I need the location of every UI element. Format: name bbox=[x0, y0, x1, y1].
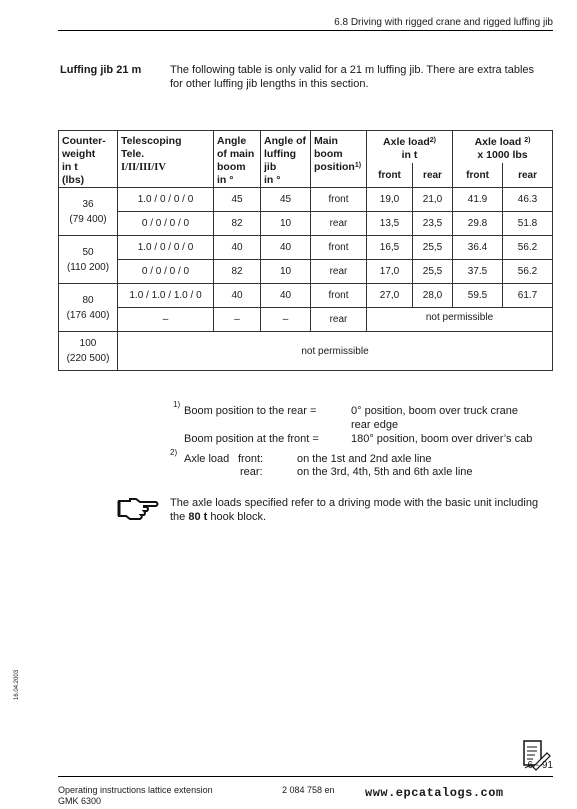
position-cell: rear bbox=[311, 260, 367, 284]
tele-cell: 1.0 / 0 / 0 / 0 bbox=[118, 188, 214, 212]
table-header-row bbox=[59, 131, 553, 164]
lbs-rear-cell: 61.7 bbox=[503, 284, 553, 308]
lbs-rear-cell: 56.2 bbox=[503, 236, 553, 260]
angle-jib-cell: – bbox=[261, 308, 311, 332]
t-rear-cell: 21,0 bbox=[413, 188, 453, 212]
t-rear-cell: 25,5 bbox=[413, 236, 453, 260]
footer-doc-info bbox=[58, 785, 213, 807]
footnote-1-rear-label: Boom position to the rear = bbox=[184, 405, 317, 417]
counterweight-cell: 80 (176 400) bbox=[59, 284, 118, 332]
position-cell: rear bbox=[311, 212, 367, 236]
position-cell: front bbox=[311, 188, 367, 212]
tele-cell: 0 / 0 / 0 / 0 bbox=[118, 212, 214, 236]
table-row bbox=[59, 212, 553, 236]
footnote-2-front-value: on the 1st and 2nd axle line bbox=[297, 453, 432, 465]
subheader-front-t: front bbox=[367, 163, 413, 188]
counterweight-cell: 100 (220 500) bbox=[59, 332, 118, 371]
footnote-2-front-key: front: bbox=[238, 453, 264, 465]
lbs-rear-cell: 51.8 bbox=[503, 212, 553, 236]
footer-doc-number: 2 084 758 en bbox=[282, 785, 335, 795]
lbs-front-cell: 29.8 bbox=[453, 212, 503, 236]
position-cell: rear bbox=[311, 308, 367, 332]
lbs-front-cell: 36.4 bbox=[453, 236, 503, 260]
header-axle-load-t: Axle load$^{2)}$ in t bbox=[367, 131, 453, 164]
table-row bbox=[59, 236, 553, 260]
lbs-rear-cell: 56.2 bbox=[503, 260, 553, 284]
footer-doc-title: Operating instructions lattice extension bbox=[58, 785, 213, 795]
footer-rule bbox=[58, 776, 553, 777]
tele-cell: 1.0 / 1.0 / 1.0 / 0 bbox=[118, 284, 214, 308]
t-front-cell: 17,0 bbox=[367, 260, 413, 284]
t-front-cell: 27,0 bbox=[367, 284, 413, 308]
angle-main-cell: 82 bbox=[214, 212, 261, 236]
subheader-front-lbs: front bbox=[453, 163, 503, 188]
lbs-front-cell: 37.5 bbox=[453, 260, 503, 284]
side-date: 16.04.2003 bbox=[14, 669, 20, 700]
position-cell: front bbox=[311, 284, 367, 308]
pointing-hand-icon bbox=[116, 495, 160, 521]
table-row bbox=[59, 188, 553, 212]
note-text: The axle loads specified refer to a driving mode with the basic unit including the 80 t hook block. bbox=[170, 497, 539, 523]
header-main-boom-position: Main boom position$^{1)}$ bbox=[311, 131, 367, 188]
not-permissible-cell: not permissible bbox=[367, 308, 553, 332]
subheader-rear-t: rear bbox=[413, 163, 453, 188]
intro-text: The following table is only valid for a 21 m luffing jib. There are extra tables for other luffing jib lengths in this section. bbox=[170, 64, 535, 90]
header-angle-main-boom: Angle of main boom in ° bbox=[214, 131, 261, 188]
header-telescoping: Telescoping Tele. I/II/III/IV bbox=[118, 131, 214, 188]
axle-load-table bbox=[58, 130, 553, 371]
t-front-cell: 13,5 bbox=[367, 212, 413, 236]
position-cell: front bbox=[311, 236, 367, 260]
footer-watermark: www.epcatalogs.com bbox=[365, 786, 504, 800]
footnote-1-mark: 1) bbox=[173, 400, 181, 409]
footnote-2-label: Axle load bbox=[184, 453, 230, 465]
angle-main-cell: – bbox=[214, 308, 261, 332]
lbs-front-cell: 41.9 bbox=[453, 188, 503, 212]
t-rear-cell: 28,0 bbox=[413, 284, 453, 308]
angle-main-cell: 40 bbox=[214, 236, 261, 260]
table-row bbox=[59, 332, 553, 371]
angle-jib-cell: 40 bbox=[261, 284, 311, 308]
counterweight-cell: 50 (110 200) bbox=[59, 236, 118, 284]
footnote-1-rear-value-2: rear edge bbox=[351, 419, 399, 431]
lbs-rear-cell: 46.3 bbox=[503, 188, 553, 212]
angle-main-cell: 40 bbox=[214, 284, 261, 308]
t-front-cell: 16,5 bbox=[367, 236, 413, 260]
table-row bbox=[59, 260, 553, 284]
angle-jib-cell: 10 bbox=[261, 212, 311, 236]
angle-main-cell: 82 bbox=[214, 260, 261, 284]
section-label: Luffing jib 21 m bbox=[60, 64, 142, 76]
counterweight-cell: 36 (79 400) bbox=[59, 188, 118, 236]
footnote-2-rear-value: on the 3rd, 4th, 5th and 6th axle line bbox=[297, 466, 473, 478]
angle-jib-cell: 45 bbox=[261, 188, 311, 212]
header-rule bbox=[58, 30, 553, 31]
footnote-2-mark: 2) bbox=[170, 448, 178, 457]
t-rear-cell: 25,5 bbox=[413, 260, 453, 284]
tele-cell: – bbox=[118, 308, 214, 332]
page-number: 6 - 91 bbox=[527, 760, 553, 771]
lbs-front-cell: 59.5 bbox=[453, 284, 503, 308]
footer-model: GMK 6300 bbox=[58, 796, 102, 806]
table-row bbox=[59, 284, 553, 308]
footnote-1-front-value: 180° position, boom over driver’s cab bbox=[351, 433, 533, 445]
tele-cell: 0 / 0 / 0 / 0 bbox=[118, 260, 214, 284]
table-row bbox=[59, 308, 553, 332]
not-permissible-cell: not permissible bbox=[118, 332, 553, 371]
angle-jib-cell: 40 bbox=[261, 236, 311, 260]
t-rear-cell: 23,5 bbox=[413, 212, 453, 236]
footnote-2-rear-key: rear: bbox=[240, 466, 263, 478]
angle-main-cell: 45 bbox=[214, 188, 261, 212]
footnote-1-rear-value: 0° position, boom over truck crane bbox=[351, 405, 519, 417]
tele-cell: 1.0 / 0 / 0 / 0 bbox=[118, 236, 214, 260]
angle-jib-cell: 10 bbox=[261, 260, 311, 284]
t-front-cell: 19,0 bbox=[367, 188, 413, 212]
header-section-title: 6.8 Driving with rigged crane and rigged luffing jib bbox=[334, 17, 553, 28]
header-axle-load-lbs: Axle load $^{2)}$ x 1000 lbs bbox=[453, 131, 553, 164]
subheader-rear-lbs: rear bbox=[503, 163, 553, 188]
header-counterweight: Counter- weight in t (lbs) bbox=[59, 131, 118, 188]
footnote-1-front-label: Boom position at the front = bbox=[184, 433, 319, 445]
header-angle-luffing-jib: Angle of luffing jib in ° bbox=[261, 131, 311, 188]
